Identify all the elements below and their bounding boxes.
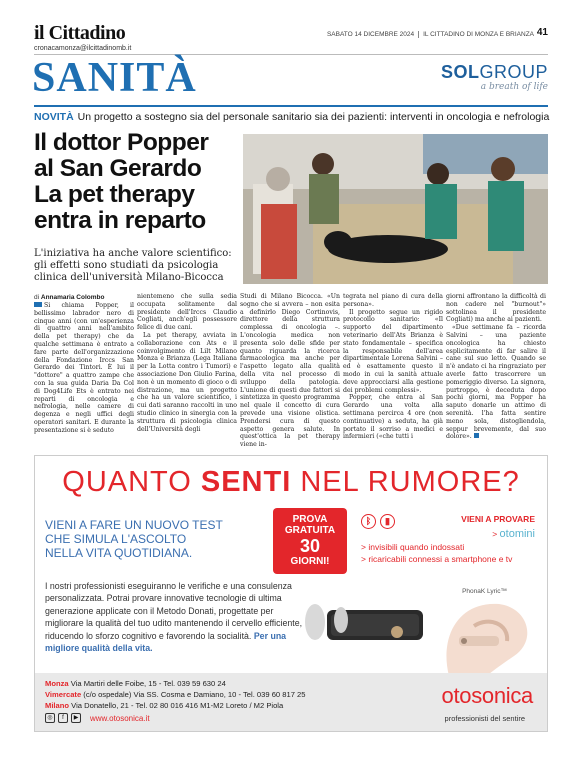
bluetooth-icon: ᛒ [361, 514, 376, 529]
article-text: Popper, che entra al San Gerardo una volta alla settimana percirca 4 ore (non continuative) a seduta, ha già portato il sorriso a medici e infermieri («che tutti i [343, 394, 443, 441]
sponsor-logo [441, 62, 548, 83]
store-details: Via Martiri delle Foibe, 15 - Tel. 039 59 630 24 [70, 679, 226, 688]
masthead [34, 22, 548, 52]
subheadline: L'iniziativa ha anche valore scientifico: gli effetti sono studiati da psicologia clinica dell'università Milano-Bicocca [34, 248, 232, 283]
otomini-brand: otomini [499, 528, 535, 540]
newspaper-logo: il Cittadino [34, 22, 126, 44]
advertisement [34, 455, 548, 732]
store-city: Vimercate [45, 690, 82, 699]
ad-title-bold: SENTI [200, 466, 292, 498]
headline-line: entra in reparto [34, 207, 206, 234]
website-link[interactable]: www.otosonica.it [90, 713, 150, 723]
end-marker [474, 433, 479, 438]
article-text: Studi di Milano Bicocca. «Un sogno che si avvera – non esita a definirlo Diego Cortinovis, direttore della struttura complessa di oncologia –. L'oncologia medica non presenta solo delle sfide per quanto riguarda la ricerca farmacologica ma anche per l'aspetto legato alla qualità della vita nel processo di sviluppo della patologia. L'unione di questi due fattori si sintetizza in questo programma nel quale il concetto di cura prevede una visione olistica. Prendersi cura di questo aspetto genera salute. In quest'ottica la pet therapy viene in- [240, 293, 340, 449]
headline-line: La pet therapy [34, 181, 195, 208]
lead-marker [34, 302, 42, 307]
feature-bullet: > ricaricabili connessi a smartphone e tv [361, 554, 513, 564]
section-title: SANITÀ [32, 55, 197, 101]
section-divider [34, 105, 548, 107]
article-text: nientemeno che sulla sedia occupata solitamente dal presidente dell'Irccs Claudio Cogliati, anch'egli possessore felice di due cani. [137, 293, 237, 332]
store-city: Milano [45, 701, 70, 710]
page-number: 41 [536, 27, 548, 38]
article-column [34, 302, 134, 435]
otosonica-tagline: professionisti del sentire [444, 714, 525, 723]
date-bar [327, 31, 534, 38]
sponsor-name-bold: SOL [440, 62, 480, 82]
battery-icon: ▮ [380, 514, 395, 529]
ad-body-text: I nostri professionisti eseguiranno le verifiche e una consulenza personalizzata. Potrai provare innovative tecnologie di ultima generazione applicate con il Metodo Donati, progettate per migliorare la qualità del tuo udito mantenendo il cervello efficiente, riducendo lo sforzo cognitivo e favorendo la socialità. [45, 581, 303, 641]
store-address [45, 679, 226, 688]
article-column [240, 293, 340, 449]
store-city: Monza [45, 679, 69, 688]
headline-line: Il dottor Popper [34, 129, 209, 156]
social-links [45, 713, 150, 723]
article-text: Il progetto segue un rigido protocollo sanitario: «Il supporto del dipartimento veterinario dell'Ats Brianza è stato fondamentale – specifica la responsabile dell'area dipartimentale Lorena Salvini – ed è esattamente questo il modo in cui la sanità attuale deve approcciarsi alla gestione dei problemi complessi». [343, 308, 443, 394]
ad-callout-line: CHE SIMULA L'ASCOLTO [45, 532, 187, 546]
sponsor-tagline: a breath of life [480, 82, 548, 92]
ad-title-part: NEL RUMORE? [291, 466, 520, 498]
article-column [137, 293, 237, 433]
kicker-label: NOVITÀ [34, 111, 74, 123]
store-address [45, 701, 283, 710]
sponsor-name-light: GROUP [479, 62, 548, 82]
otomini-product [492, 528, 535, 540]
free-trial-badge [273, 508, 347, 574]
store-details: (c/o ospedale) Via SS. Cosma e Damiano, 10 - Tel. 039 60 817 25 [83, 690, 306, 699]
paper-name: IL CITTADINO DI MONZA E BRIANZA [423, 31, 534, 39]
issue-date: SABATO 14 DICEMBRE 2024 [326, 31, 415, 39]
badge-text: GIORNI! [290, 556, 330, 567]
ad-callout-line: NELLA VITA QUOTIDIANA. [45, 546, 193, 560]
article-text: La pet therapy, avviata in collaborazione con Ats e il coinvolgimento di Lilt Milano Monza e Brianza (Lega Italiana per la Lotta contro i Tumori) e associazione Don Giulio Farina, non è un momento di gioco o di distrazione, ma un progetto che ha un valore scientifico, i cui dati saranno raccolti in uno studio clinico in sinergia con la struttura di psicologia clinica dell'Università degli [137, 331, 237, 433]
article-column [446, 293, 546, 441]
otomini-arrow: > [492, 529, 500, 539]
article-text: «Due settimane fa – ricorda Salvini – una paziente oncologica ha chiesto esplicitamente di far salire il cane sul suo letto. Quando se n'è andato ci ha ringraziato per averle fatto trascorrere un pomeriggio diverso. La signora, purtroppo, è deceduta dopo pochi giorni, ma Popper ha saputo donarle un attimo di serenità. l'ha fatta sentire meno sola, distogliendola, seppur brevemente, dal suo dolore». [446, 324, 546, 441]
byline-prefix: di [34, 294, 40, 301]
ad-footer [35, 673, 547, 731]
article-column [343, 293, 443, 441]
article-text: tegrata nel piano di cura della persona». [343, 293, 443, 308]
facebook-icon[interactable]: f [58, 713, 68, 723]
feature-icons [361, 514, 395, 529]
hearing-aid-devices-image [297, 596, 425, 646]
byline-author: Annamaria Colombo [40, 294, 105, 301]
article-text: Si chiama Popper, il bellissimo labrador nero di cinque anni (con un'esperienza di quattro anni nell'ambito della pet therapy) che da qualche settimana è entrato a fare parte dell'organizzazione della Fondazione Irccs San Gerardo dei Tintori. È lui il "dottore" a quattro zampe che con la sua guida Daria Da Col di Dog4Life Ets è entrato nei reparti di oncologia e nefrologia, nelle camere di degenza e negli uffici degli operatori sanitari. E durante la presentazione si è seduto [34, 302, 134, 434]
ad-try-heading: VIENI A PROVARE [461, 514, 535, 524]
headline [34, 130, 239, 234]
article-photo [243, 134, 548, 284]
headline-line: al San Gerardo [34, 155, 202, 182]
otosonica-logo: otosonica [441, 683, 533, 708]
ear-illustration [429, 596, 539, 678]
byline [34, 294, 104, 301]
store-details: Via Donatello, 21 - Tel. 02 80 016 416 M1-M2 Loreto / M2 Piola [71, 701, 284, 710]
kicker-text: Un progetto a sostegno sia del personale sanitario sia dei pazienti: interventi in oncologia e nefrologia [77, 111, 550, 123]
instagram-icon[interactable]: ◎ [45, 713, 55, 723]
ad-title-part: QUANTO [62, 466, 201, 498]
ad-body-emphasis: Per una migliore qualità della vita. [45, 630, 287, 654]
article-text: giorni affrontano la difficoltà di non cadere nel "burnout"» sottolinea il presidente Cogliati) ma anche ai pazienti. [446, 293, 546, 324]
ad-body [45, 580, 310, 654]
contact-email: cronacamonza@ilcittadinomb.it [34, 45, 132, 52]
ad-callout [45, 518, 223, 560]
badge-text: PROVA [292, 514, 328, 525]
badge-number: 30 [299, 536, 321, 556]
feature-bullet: > invisibili quando indossati [361, 542, 465, 552]
ad-title [35, 466, 547, 499]
badge-text: GRATUITA [284, 525, 336, 536]
ad-callout-line: VIENI A FARE UN NUOVO TEST [45, 518, 223, 532]
store-address [45, 690, 305, 699]
phonak-label: PhonaK Lyric™ [462, 588, 507, 595]
kicker [34, 111, 549, 123]
youtube-icon[interactable]: ▶ [71, 713, 81, 723]
